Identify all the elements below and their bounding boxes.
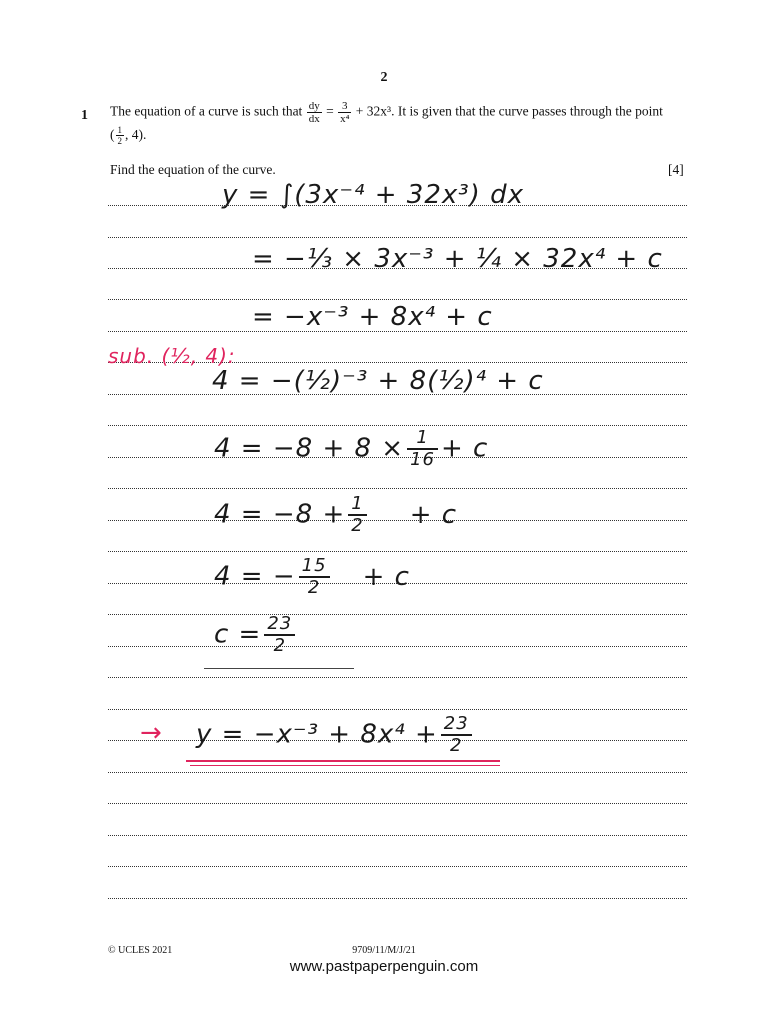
final-answer	[196, 714, 475, 756]
working-line-2: = −⅓ × 3x⁻³ + ¼ × 32x⁴ + c	[252, 244, 663, 274]
line5-left: 4 = −8 + 8 ×	[214, 433, 405, 464]
working-line-4: 4 = −(½)⁻³ + 8(½)⁴ + c	[212, 366, 544, 396]
marks-label: [4]	[668, 162, 684, 177]
question-text-after: It is given that the curve passes through the point	[397, 103, 663, 119]
line6-denominator: 2	[351, 515, 364, 536]
answer-line	[108, 646, 687, 647]
line6-right: + c	[409, 499, 458, 530]
line8-denominator: 2	[273, 635, 287, 656]
answer-line	[108, 803, 687, 804]
line8-numerator: 23	[264, 614, 295, 636]
final-arrow: →	[140, 718, 163, 748]
answer-line	[108, 835, 687, 836]
answer-line	[108, 299, 687, 300]
line6-numerator: 1	[348, 494, 366, 516]
instruction-text: Find the equation of the curve.	[110, 162, 276, 177]
answer-line	[108, 237, 687, 238]
page-number: 2	[380, 70, 388, 85]
line7-left: 4 = −	[214, 561, 296, 592]
line7-numerator: 15	[299, 556, 330, 578]
substitution-note: sub. (½, 4):	[108, 344, 236, 368]
answer-line	[108, 898, 687, 899]
second-term: + 32x³.	[355, 103, 395, 119]
answer-line	[108, 677, 687, 678]
line6-left: 4 = −8 +	[214, 499, 346, 530]
footer-copyright: © UCLES 2021	[108, 945, 173, 956]
constant-underline	[204, 668, 354, 669]
answer-line	[108, 866, 687, 867]
line5-numerator: 1	[407, 428, 438, 450]
derivative-denominator: dx	[308, 113, 320, 125]
point-open: (	[110, 127, 115, 142]
line5-denominator: 16	[410, 449, 435, 470]
answer-line	[108, 709, 687, 710]
working-line-7	[214, 556, 410, 598]
working-line-5	[214, 428, 488, 470]
line8-left: c =	[214, 619, 262, 650]
final-numerator: 23	[441, 714, 472, 736]
point-numerator: 1	[117, 125, 122, 136]
answer-line	[108, 614, 687, 615]
equals-sign: =	[326, 103, 334, 119]
final-denominator: 2	[449, 735, 463, 756]
answer-line	[108, 551, 687, 552]
question-text-before: The equation of a curve is such that	[110, 103, 303, 119]
final-underline-1	[186, 760, 500, 762]
term-denominator: x⁴	[340, 113, 350, 125]
line8-fraction	[264, 614, 295, 656]
line5-right: + c	[441, 433, 489, 464]
line5-fraction	[407, 428, 438, 470]
final-left: y = −x⁻³ + 8x⁴ +	[196, 719, 438, 750]
answer-line	[108, 488, 687, 489]
working-line-8	[214, 614, 298, 656]
footer-url[interactable]: www.pastpaperpenguin.com	[289, 958, 479, 975]
final-fraction	[441, 714, 472, 756]
derivative-numerator: dy	[308, 100, 320, 112]
line6-fraction	[348, 494, 366, 536]
working-line-3: = −x⁻³ + 8x⁴ + c	[252, 302, 493, 332]
final-underline-2	[190, 765, 500, 766]
footer-paper-code: 9709/11/M/J/21	[352, 945, 416, 956]
term-numerator: 3	[338, 100, 351, 113]
line7-right: + c	[362, 561, 410, 592]
line7-fraction	[299, 556, 330, 598]
line7-denominator: 2	[307, 577, 321, 598]
answer-line	[108, 772, 687, 773]
working-line-1: y = ∫(3x⁻⁴ + 32x³) dx	[222, 180, 524, 210]
question-number: 1	[81, 108, 88, 123]
point-rest: , 4).	[125, 127, 147, 142]
answer-line	[108, 425, 687, 426]
point-denominator: 2	[117, 136, 122, 147]
working-line-6	[214, 494, 457, 536]
